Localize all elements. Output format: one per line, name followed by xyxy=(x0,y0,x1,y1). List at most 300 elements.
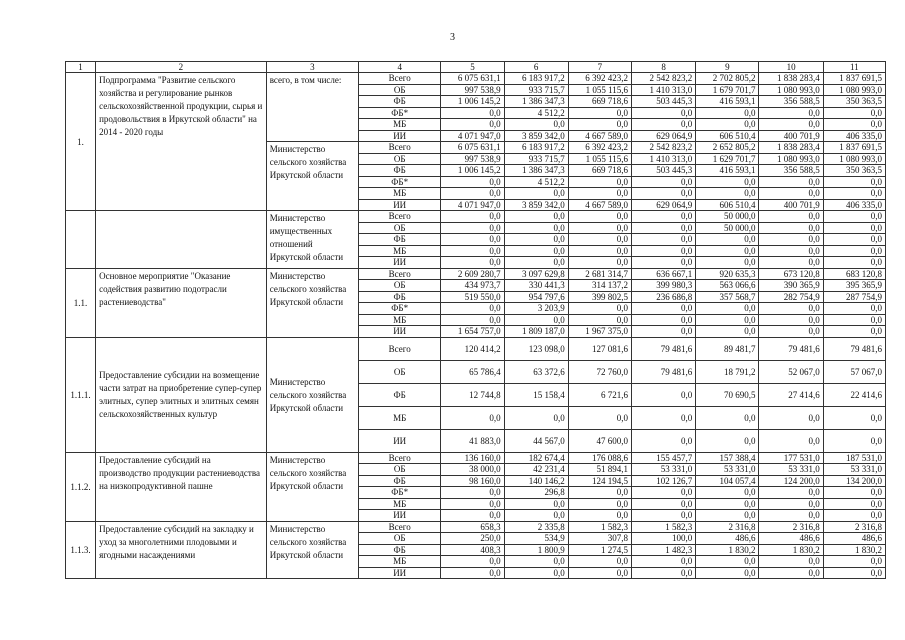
table-row xyxy=(66,268,886,280)
funding-source: ИИ xyxy=(359,567,441,579)
amount-cell: 395 365,9 xyxy=(823,280,885,292)
amount-cell: 47 600,0 xyxy=(568,429,631,452)
amount-cell: 0,0 xyxy=(696,498,759,510)
amount-cell: 1 386 347,3 xyxy=(504,165,568,177)
amount-cell: 0,0 xyxy=(441,303,504,315)
amount-cell: 1 080 993,0 xyxy=(759,84,823,96)
amount-cell: 0,0 xyxy=(632,176,696,188)
amount-cell: 0,0 xyxy=(759,222,823,234)
amount-cell: 0,0 xyxy=(759,510,823,522)
amount-cell: 176 088,6 xyxy=(568,452,631,464)
funding-source: ФБ xyxy=(359,544,441,556)
funding-source: ИИ xyxy=(359,326,441,338)
funding-source: ФБ xyxy=(359,383,441,406)
amount-cell: 0,0 xyxy=(696,314,759,326)
header-row xyxy=(66,62,886,73)
funding-source: ИИ xyxy=(359,510,441,522)
amount-cell: 1 386 347,3 xyxy=(504,96,568,108)
amount-cell: 0,0 xyxy=(568,314,631,326)
budget-table xyxy=(65,61,886,579)
amount-cell: 314 137,2 xyxy=(568,280,631,292)
funding-source: Всего xyxy=(359,211,441,223)
amount-cell: 629 064,9 xyxy=(632,199,696,211)
funding-source: ФБ xyxy=(359,165,441,177)
amount-cell: 98 160,0 xyxy=(441,475,504,487)
amount-cell: 0,0 xyxy=(441,222,504,234)
amount-cell: 0,0 xyxy=(696,303,759,315)
amount-cell: 50 000,0 xyxy=(696,222,759,234)
amount-cell: 1 080 993,0 xyxy=(759,153,823,165)
amount-cell: 12 744,8 xyxy=(441,383,504,406)
amount-cell: 0,0 xyxy=(759,326,823,338)
amount-cell: 1 837 691,5 xyxy=(823,73,885,85)
amount-cell: 1 838 283,4 xyxy=(759,142,823,154)
amount-cell: 0,0 xyxy=(759,245,823,257)
amount-cell: 330 441,3 xyxy=(504,280,568,292)
amount-cell: 0,0 xyxy=(696,567,759,579)
amount-cell: 89 481,7 xyxy=(696,337,759,360)
amount-cell: 0,0 xyxy=(696,234,759,246)
amount-cell: 0,0 xyxy=(441,567,504,579)
amount-cell: 307,8 xyxy=(568,533,631,545)
amount-cell: 140 146,2 xyxy=(504,475,568,487)
amount-cell: 104 057,4 xyxy=(696,475,759,487)
amount-cell: 0,0 xyxy=(823,556,885,568)
table-row xyxy=(66,211,886,223)
header-cell: 10 xyxy=(759,62,823,73)
amount-cell: 0,0 xyxy=(632,406,696,429)
funding-source: ФБ* xyxy=(359,303,441,315)
amount-cell: 15 158,4 xyxy=(504,383,568,406)
amount-cell: 673 120,8 xyxy=(759,268,823,280)
amount-cell: 933 715,7 xyxy=(504,153,568,165)
item-name: Подпрограмма "Развитие сельского хозяйства и регулирование рынков сельскохозяйственной продукции, сырья и продовольствия в Иркутской области" на 2014 - 2020 годы xyxy=(96,73,267,211)
amount-cell: 0,0 xyxy=(823,326,885,338)
amount-cell: 0,0 xyxy=(568,107,631,119)
amount-cell: 282 754,9 xyxy=(759,291,823,303)
amount-cell: 1 830,2 xyxy=(759,544,823,556)
executor: Министерство сельского хозяйства Иркутской области xyxy=(266,521,358,579)
amount-cell: 0,0 xyxy=(696,556,759,568)
amount-cell: 0,0 xyxy=(441,257,504,269)
amount-cell: 4 512,2 xyxy=(504,176,568,188)
amount-cell: 6 392 423,2 xyxy=(568,73,631,85)
funding-source: ИИ xyxy=(359,130,441,142)
amount-cell: 2 702 805,2 xyxy=(696,73,759,85)
amount-cell: 124 200,0 xyxy=(759,475,823,487)
amount-cell: 0,0 xyxy=(759,107,823,119)
amount-cell: 0,0 xyxy=(568,176,631,188)
amount-cell: 0,0 xyxy=(632,211,696,223)
amount-cell: 1 482,3 xyxy=(632,544,696,556)
amount-cell: 52 067,0 xyxy=(759,360,823,383)
amount-cell: 357 568,7 xyxy=(696,291,759,303)
amount-cell: 0,0 xyxy=(823,257,885,269)
amount-cell: 0,0 xyxy=(632,510,696,522)
amount-cell: 4 071 947,0 xyxy=(441,199,504,211)
amount-cell: 0,0 xyxy=(823,303,885,315)
amount-cell: 177 531,0 xyxy=(759,452,823,464)
funding-source: ФБ* xyxy=(359,487,441,499)
amount-cell: 0,0 xyxy=(696,107,759,119)
amount-cell: 63 372,6 xyxy=(504,360,568,383)
header-cell: 1 xyxy=(66,62,96,73)
amount-cell: 406 335,0 xyxy=(823,130,885,142)
header-cell: 8 xyxy=(632,62,696,73)
amount-cell: 0,0 xyxy=(568,188,631,200)
amount-cell: 2 652 805,2 xyxy=(696,142,759,154)
funding-source: МБ xyxy=(359,556,441,568)
amount-cell: 0,0 xyxy=(568,510,631,522)
amount-cell: 187 531,0 xyxy=(823,452,885,464)
amount-cell: 250,0 xyxy=(441,533,504,545)
amount-cell: 1 080 993,0 xyxy=(823,84,885,96)
amount-cell: 0,0 xyxy=(823,510,885,522)
header-cell: 9 xyxy=(696,62,759,73)
amount-cell: 70 690,5 xyxy=(696,383,759,406)
funding-source: ОБ xyxy=(359,533,441,545)
page-number: 3 xyxy=(450,32,455,43)
amount-cell: 2 542 823,2 xyxy=(632,73,696,85)
amount-cell: 0,0 xyxy=(759,556,823,568)
amount-cell: 0,0 xyxy=(568,498,631,510)
amount-cell: 6 183 917,2 xyxy=(504,142,568,154)
amount-cell: 0,0 xyxy=(568,245,631,257)
amount-cell: 1 830,2 xyxy=(823,544,885,556)
funding-source: Всего xyxy=(359,337,441,360)
funding-source: МБ xyxy=(359,119,441,131)
amount-cell: 0,0 xyxy=(823,211,885,223)
funding-source: ФБ xyxy=(359,475,441,487)
amount-cell: 0,0 xyxy=(696,245,759,257)
amount-cell: 390 365,9 xyxy=(759,280,823,292)
amount-cell: 296,8 xyxy=(504,487,568,499)
funding-source: ФБ* xyxy=(359,107,441,119)
header-cell: 11 xyxy=(823,62,885,73)
amount-cell: 79 481,6 xyxy=(632,337,696,360)
executor: Министерство сельского хозяйства Иркутской области xyxy=(266,452,358,521)
amount-cell: 0,0 xyxy=(568,257,631,269)
amount-cell: 534,9 xyxy=(504,533,568,545)
amount-cell: 0,0 xyxy=(441,314,504,326)
amount-cell: 0,0 xyxy=(696,406,759,429)
amount-cell: 0,0 xyxy=(632,257,696,269)
amount-cell: 0,0 xyxy=(696,176,759,188)
amount-cell: 0,0 xyxy=(568,556,631,568)
funding-source: МБ xyxy=(359,314,441,326)
amount-cell: 0,0 xyxy=(568,234,631,246)
item-number xyxy=(66,211,96,269)
amount-cell: 406 335,0 xyxy=(823,199,885,211)
funding-source: МБ xyxy=(359,498,441,510)
amount-cell: 0,0 xyxy=(696,188,759,200)
amount-cell: 0,0 xyxy=(441,406,504,429)
amount-cell: 0,0 xyxy=(568,119,631,131)
header-cell: 5 xyxy=(441,62,504,73)
amount-cell: 0,0 xyxy=(441,107,504,119)
amount-cell: 1 838 283,4 xyxy=(759,73,823,85)
amount-cell: 606 510,4 xyxy=(696,130,759,142)
amount-cell: 400 701,9 xyxy=(759,130,823,142)
item-name: Предоставление субсидий на закладку и уход за многолетними плодовыми и ягодными насаждениями xyxy=(96,521,267,579)
amount-cell: 287 754,9 xyxy=(823,291,885,303)
amount-cell: 3 859 342,0 xyxy=(504,199,568,211)
amount-cell: 0,0 xyxy=(504,119,568,131)
amount-cell: 1 629 701,7 xyxy=(696,153,759,165)
amount-cell: 50 000,0 xyxy=(696,211,759,223)
executor: Министерство имущественных отношений Иркутской области xyxy=(266,211,358,269)
amount-cell: 123 098,0 xyxy=(504,337,568,360)
amount-cell: 0,0 xyxy=(696,326,759,338)
amount-cell: 1 410 313,0 xyxy=(632,153,696,165)
amount-cell: 1 967 375,0 xyxy=(568,326,631,338)
amount-cell: 0,0 xyxy=(823,406,885,429)
amount-cell: 0,0 xyxy=(632,234,696,246)
amount-cell: 0,0 xyxy=(632,314,696,326)
amount-cell: 0,0 xyxy=(823,429,885,452)
amount-cell: 51 894,1 xyxy=(568,464,631,476)
amount-cell: 669 718,6 xyxy=(568,96,631,108)
amount-cell: 0,0 xyxy=(568,211,631,223)
amount-cell: 997 538,9 xyxy=(441,153,504,165)
amount-cell: 0,0 xyxy=(504,556,568,568)
amount-cell: 6 183 917,2 xyxy=(504,73,568,85)
funding-source: Всего xyxy=(359,73,441,85)
amount-cell: 0,0 xyxy=(504,188,568,200)
amount-cell: 2 542 823,2 xyxy=(632,142,696,154)
header-cell: 3 xyxy=(266,62,358,73)
funding-source: Всего xyxy=(359,521,441,533)
amount-cell: 0,0 xyxy=(504,245,568,257)
funding-source: Всего xyxy=(359,452,441,464)
funding-source: ОБ xyxy=(359,464,441,476)
funding-source: ОБ xyxy=(359,153,441,165)
item-number: 1.1. xyxy=(66,268,96,337)
amount-cell: 0,0 xyxy=(696,257,759,269)
amount-cell: 0,0 xyxy=(504,406,568,429)
amount-cell: 399 802,5 xyxy=(568,291,631,303)
header-cell: 6 xyxy=(504,62,568,73)
amount-cell: 134 200,0 xyxy=(823,475,885,487)
amount-cell: 920 635,3 xyxy=(696,268,759,280)
table-row xyxy=(66,337,886,360)
amount-cell: 519 550,0 xyxy=(441,291,504,303)
amount-cell: 2 316,8 xyxy=(823,521,885,533)
amount-cell: 503 445,3 xyxy=(632,165,696,177)
amount-cell: 0,0 xyxy=(632,107,696,119)
amount-cell: 4 667 589,0 xyxy=(568,199,631,211)
amount-cell: 0,0 xyxy=(632,119,696,131)
amount-cell: 0,0 xyxy=(568,487,631,499)
amount-cell: 65 786,4 xyxy=(441,360,504,383)
amount-cell: 658,3 xyxy=(441,521,504,533)
amount-cell: 0,0 xyxy=(441,487,504,499)
amount-cell: 0,0 xyxy=(632,556,696,568)
amount-cell: 0,0 xyxy=(504,314,568,326)
funding-source: ИИ xyxy=(359,429,441,452)
amount-cell: 53 331,0 xyxy=(632,464,696,476)
amount-cell: 0,0 xyxy=(504,510,568,522)
amount-cell: 0,0 xyxy=(568,567,631,579)
item-number: 1.1.1. xyxy=(66,337,96,452)
amount-cell: 0,0 xyxy=(759,314,823,326)
amount-cell: 0,0 xyxy=(696,119,759,131)
amount-cell: 503 445,3 xyxy=(632,96,696,108)
funding-source: ОБ xyxy=(359,84,441,96)
amount-cell: 0,0 xyxy=(632,429,696,452)
amount-cell: 1 006 145,2 xyxy=(441,165,504,177)
amount-cell: 2 316,8 xyxy=(759,521,823,533)
item-name: Основное мероприятие "Оказание содействия развитию подотрасли растениеводства" xyxy=(96,268,267,337)
amount-cell: 1 006 145,2 xyxy=(441,96,504,108)
amount-cell: 0,0 xyxy=(632,326,696,338)
funding-source: ФБ xyxy=(359,234,441,246)
amount-cell: 416 593,1 xyxy=(696,165,759,177)
amount-cell: 0,0 xyxy=(632,487,696,499)
amount-cell: 0,0 xyxy=(568,222,631,234)
header-cell: 4 xyxy=(359,62,441,73)
amount-cell: 102 126,7 xyxy=(632,475,696,487)
header-cell: 7 xyxy=(568,62,631,73)
amount-cell: 1 582,3 xyxy=(632,521,696,533)
amount-cell: 41 883,0 xyxy=(441,429,504,452)
amount-cell: 0,0 xyxy=(823,487,885,499)
amount-cell: 0,0 xyxy=(823,567,885,579)
amount-cell: 6 721,6 xyxy=(568,383,631,406)
amount-cell: 0,0 xyxy=(441,211,504,223)
amount-cell: 350 363,5 xyxy=(823,165,885,177)
amount-cell: 53 331,0 xyxy=(759,464,823,476)
amount-cell: 683 120,8 xyxy=(823,268,885,280)
amount-cell: 2 316,8 xyxy=(696,521,759,533)
amount-cell: 0,0 xyxy=(504,234,568,246)
amount-cell: 155 457,7 xyxy=(632,452,696,464)
amount-cell: 1 055 115,6 xyxy=(568,153,631,165)
amount-cell: 0,0 xyxy=(696,510,759,522)
amount-cell: 997 538,9 xyxy=(441,84,504,96)
header-cell: 2 xyxy=(96,62,267,73)
amount-cell: 0,0 xyxy=(759,119,823,131)
amount-cell: 408,3 xyxy=(441,544,504,556)
amount-cell: 0,0 xyxy=(632,188,696,200)
funding-source: ФБ xyxy=(359,96,441,108)
table-row xyxy=(66,521,886,533)
funding-source: МБ xyxy=(359,245,441,257)
funding-source: ИИ xyxy=(359,199,441,211)
amount-cell: 1 654 757,0 xyxy=(441,326,504,338)
executor: Министерство сельского хозяйства Иркутской области xyxy=(266,142,358,211)
amount-cell: 1 080 993,0 xyxy=(823,153,885,165)
amount-cell: 0,0 xyxy=(632,245,696,257)
amount-cell: 1 809 187,0 xyxy=(504,326,568,338)
amount-cell: 0,0 xyxy=(441,188,504,200)
amount-cell: 0,0 xyxy=(759,211,823,223)
amount-cell: 0,0 xyxy=(504,211,568,223)
amount-cell: 44 567,0 xyxy=(504,429,568,452)
amount-cell: 27 414,6 xyxy=(759,383,823,406)
amount-cell: 18 791,2 xyxy=(696,360,759,383)
amount-cell: 416 593,1 xyxy=(696,96,759,108)
amount-cell: 6 392 423,2 xyxy=(568,142,631,154)
item-number: 1. xyxy=(66,73,96,211)
amount-cell: 2 609 280,7 xyxy=(441,268,504,280)
amount-cell: 0,0 xyxy=(823,222,885,234)
amount-cell: 38 000,0 xyxy=(441,464,504,476)
amount-cell: 57 067,0 xyxy=(823,360,885,383)
amount-cell: 53 331,0 xyxy=(696,464,759,476)
amount-cell: 563 066,6 xyxy=(696,280,759,292)
amount-cell: 6 075 631,1 xyxy=(441,142,504,154)
amount-cell: 0,0 xyxy=(759,303,823,315)
table-body xyxy=(66,73,886,579)
amount-cell: 79 481,6 xyxy=(632,360,696,383)
item-name xyxy=(96,211,267,269)
funding-source: МБ xyxy=(359,188,441,200)
item-number: 1.1.2. xyxy=(66,452,96,521)
amount-cell: 79 481,6 xyxy=(759,337,823,360)
amount-cell: 1 055 115,6 xyxy=(568,84,631,96)
amount-cell: 0,0 xyxy=(823,234,885,246)
amount-cell: 0,0 xyxy=(441,176,504,188)
amount-cell: 157 388,4 xyxy=(696,452,759,464)
funding-source: Всего xyxy=(359,268,441,280)
executor: всего, в том числе: xyxy=(266,73,358,142)
amount-cell: 0,0 xyxy=(632,303,696,315)
table-row xyxy=(66,452,886,464)
amount-cell: 0,0 xyxy=(504,222,568,234)
amount-cell: 2 335,8 xyxy=(504,521,568,533)
amount-cell: 0,0 xyxy=(441,498,504,510)
amount-cell: 434 973,7 xyxy=(441,280,504,292)
amount-cell: 0,0 xyxy=(441,245,504,257)
amount-cell: 0,0 xyxy=(568,406,631,429)
amount-cell: 4 512,2 xyxy=(504,107,568,119)
amount-cell: 127 081,6 xyxy=(568,337,631,360)
amount-cell: 356 588,5 xyxy=(759,165,823,177)
amount-cell: 0,0 xyxy=(823,314,885,326)
table-row xyxy=(66,73,886,85)
amount-cell: 4 071 947,0 xyxy=(441,130,504,142)
amount-cell: 486,6 xyxy=(823,533,885,545)
amount-cell: 6 075 631,1 xyxy=(441,73,504,85)
amount-cell: 1 679 701,7 xyxy=(696,84,759,96)
amount-cell: 629 064,9 xyxy=(632,130,696,142)
amount-cell: 0,0 xyxy=(823,245,885,257)
amount-cell: 4 667 589,0 xyxy=(568,130,631,142)
amount-cell: 0,0 xyxy=(632,383,696,406)
amount-cell: 486,6 xyxy=(759,533,823,545)
amount-cell: 0,0 xyxy=(632,498,696,510)
amount-cell: 933 715,7 xyxy=(504,84,568,96)
amount-cell: 0,0 xyxy=(504,498,568,510)
amount-cell: 0,0 xyxy=(759,406,823,429)
amount-cell: 1 410 313,0 xyxy=(632,84,696,96)
amount-cell: 72 760,0 xyxy=(568,360,631,383)
amount-cell: 0,0 xyxy=(759,429,823,452)
funding-source: ФБ xyxy=(359,291,441,303)
amount-cell: 0,0 xyxy=(441,234,504,246)
amount-cell: 0,0 xyxy=(504,567,568,579)
amount-cell: 120 414,2 xyxy=(441,337,504,360)
amount-cell: 0,0 xyxy=(823,176,885,188)
amount-cell: 0,0 xyxy=(441,119,504,131)
amount-cell: 0,0 xyxy=(441,510,504,522)
amount-cell: 0,0 xyxy=(759,567,823,579)
funding-source: ОБ xyxy=(359,280,441,292)
item-number: 1.1.3. xyxy=(66,521,96,579)
item-name: Предоставление субсидий на производство продукции растениеводства на низкопродуктивной пашне xyxy=(96,452,267,521)
amount-cell: 1 274,5 xyxy=(568,544,631,556)
